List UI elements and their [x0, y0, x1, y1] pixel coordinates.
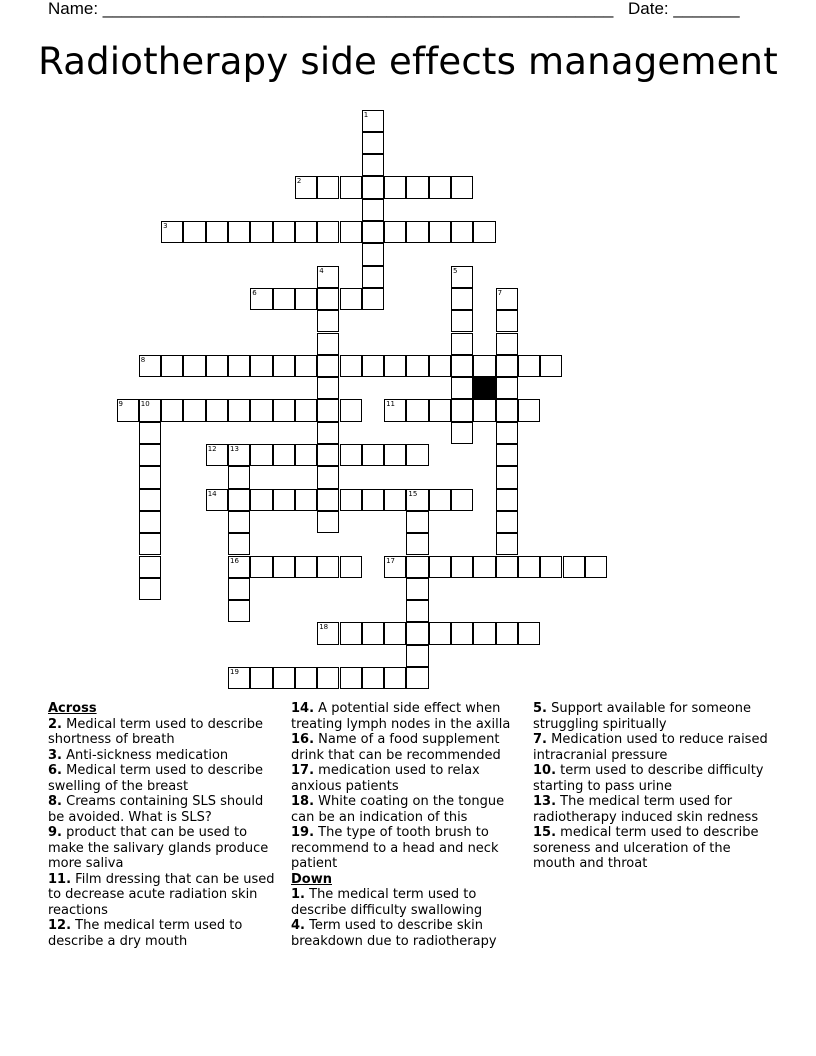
grid-cell[interactable] — [228, 399, 250, 421]
grid-cell[interactable] — [250, 221, 272, 243]
grid-cell[interactable] — [317, 466, 339, 488]
grid-cell[interactable] — [206, 221, 228, 243]
grid-cell[interactable] — [228, 578, 250, 600]
clue-number: 14 — [207, 489, 217, 498]
grid-cell[interactable] — [273, 667, 295, 689]
grid-cell[interactable] — [362, 199, 384, 221]
grid-cell[interactable] — [161, 221, 183, 243]
grid-cell[interactable] — [496, 333, 518, 355]
grid-cell[interactable] — [273, 288, 295, 310]
grid-cell[interactable] — [317, 489, 339, 511]
grid-cell[interactable] — [384, 444, 406, 466]
clue-number: 13 — [230, 445, 239, 453]
grid-cell[interactable] — [273, 444, 295, 466]
grid-cell[interactable] — [563, 556, 585, 578]
grid-cell[interactable] — [228, 489, 250, 511]
grid-cell[interactable] — [451, 176, 473, 198]
grid-cell[interactable] — [362, 221, 384, 243]
grid-cell[interactable] — [250, 355, 272, 377]
grid-cell[interactable] — [496, 622, 518, 644]
grid-cell[interactable] — [317, 399, 339, 421]
clue-number: 17 — [386, 556, 396, 565]
grid-cell[interactable] — [406, 600, 428, 622]
grid-cell[interactable] — [451, 355, 473, 377]
grid-cell[interactable] — [473, 399, 495, 421]
grid-cell[interactable] — [295, 444, 317, 466]
clue-down-15: 15. medical term used to describe soreness and ulceration of the mouth and throat — [533, 825, 759, 871]
grid-cell[interactable] — [228, 355, 250, 377]
grid-cell[interactable] — [429, 176, 451, 198]
grid-cell[interactable] — [250, 399, 272, 421]
grid-cell[interactable] — [273, 556, 295, 578]
clue-across-18: 18. White coating on the tongue can be an indication of this — [291, 794, 505, 825]
grid-cell[interactable] — [317, 221, 339, 243]
grid-cell[interactable] — [429, 221, 451, 243]
grid-cell[interactable] — [585, 556, 607, 578]
clue-down-1: 1. The medical term used to describe difficulty swallowing — [291, 887, 483, 918]
across-heading: Across — [48, 701, 97, 716]
grid-cell[interactable] — [406, 667, 428, 689]
grid-cell[interactable] — [451, 489, 473, 511]
clue-number: 19 — [230, 668, 239, 676]
grid-cell[interactable] — [429, 622, 451, 644]
grid-cell[interactable] — [317, 355, 339, 377]
grid-cell[interactable] — [206, 489, 228, 511]
grid-cell[interactable] — [228, 533, 250, 555]
clue-across-19: 19. The type of tooth brush to recommend to a head and neck patient — [291, 825, 499, 871]
grid-cell[interactable] — [139, 511, 161, 533]
grid-cell[interactable] — [451, 399, 473, 421]
clue-across-9: 9. product that can be used to make the salivary glands produce more saliva — [48, 825, 269, 871]
grid-cell[interactable] — [406, 645, 428, 667]
grid-cell[interactable] — [317, 176, 339, 198]
clue-number: 2 — [296, 177, 302, 186]
clue-number: 10 — [140, 400, 150, 409]
grid-cell[interactable] — [384, 176, 406, 198]
clue-across-11: 11. Film dressing that can be used to decrease acute radiation skin reactions — [48, 871, 275, 918]
grid-cell[interactable] — [228, 444, 250, 466]
grid-cell[interactable] — [406, 511, 428, 533]
grid-cell[interactable] — [295, 556, 317, 578]
grid-cell[interactable] — [228, 556, 250, 578]
date-field-label: Date: _______ — [628, 0, 740, 18]
grid-cell[interactable] — [362, 266, 384, 288]
grid-cell[interactable] — [384, 667, 406, 689]
clue-column-1 — [48, 701, 283, 949]
page-title: Radiotherapy side effects management — [38, 40, 778, 83]
clue-number: 5 — [453, 266, 458, 275]
grid-cell[interactable] — [406, 622, 428, 644]
grid-cell[interactable] — [362, 288, 384, 310]
grid-cell[interactable] — [228, 466, 250, 488]
grid-cell[interactable] — [161, 399, 183, 421]
grid-cell[interactable] — [340, 556, 362, 578]
clue-across-14: 14. A potential side effect when treating lymph nodes in the axilla — [291, 701, 511, 732]
clue-across-8: 8. Creams containing SLS should be avoided. What is SLS? — [48, 794, 264, 825]
grid-cell[interactable] — [273, 221, 295, 243]
grid-cell[interactable] — [406, 444, 428, 466]
clue-number: 9 — [118, 400, 123, 409]
grid-cell[interactable] — [362, 110, 384, 132]
grid-cell[interactable] — [295, 667, 317, 689]
grid-cell[interactable] — [406, 221, 428, 243]
grid-cell[interactable] — [317, 667, 339, 689]
grid-cell[interactable] — [429, 355, 451, 377]
grid-cell[interactable] — [317, 622, 339, 644]
grid-cell[interactable] — [496, 533, 518, 555]
grid-cell[interactable] — [540, 556, 562, 578]
clue-across-6: 6. Medical term used to describe swelling of the breast — [48, 763, 264, 794]
grid-cell[interactable] — [406, 355, 428, 377]
clue-number: 7 — [497, 288, 503, 297]
grid-cell[interactable] — [295, 221, 317, 243]
grid-cell[interactable] — [496, 422, 518, 444]
grid-cell[interactable] — [317, 377, 339, 399]
grid-cell[interactable] — [295, 399, 317, 421]
grid-cell[interactable] — [473, 556, 495, 578]
clue-number: 8 — [140, 355, 146, 364]
grid-cell[interactable] — [429, 489, 451, 511]
grid-cell[interactable] — [540, 355, 562, 377]
grid-cell[interactable] — [518, 399, 540, 421]
grid-cell[interactable] — [451, 377, 473, 399]
clue-number: 3 — [163, 222, 168, 230]
grid-cell[interactable] — [384, 556, 406, 578]
grid-cell[interactable] — [161, 355, 183, 377]
grid-cell[interactable] — [139, 533, 161, 555]
grid-cell[interactable] — [340, 667, 362, 689]
grid-cell[interactable] — [496, 466, 518, 488]
grid-cell[interactable] — [362, 243, 384, 265]
grid-cell[interactable] — [451, 266, 473, 288]
grid-cell[interactable] — [340, 444, 362, 466]
grid-cell[interactable] — [384, 399, 406, 421]
grid-cell[interactable] — [429, 556, 451, 578]
grid-cell[interactable] — [384, 355, 406, 377]
grid-cell[interactable] — [340, 399, 362, 421]
grid-cell[interactable] — [406, 556, 428, 578]
clue-number: 4 — [319, 266, 324, 275]
grid-cell[interactable] — [384, 489, 406, 511]
grid-cell[interactable] — [406, 399, 428, 421]
grid-cell[interactable] — [228, 600, 250, 622]
grid-cell[interactable] — [340, 355, 362, 377]
grid-cell[interactable] — [496, 377, 518, 399]
grid-cell[interactable] — [206, 355, 228, 377]
name-field-label: Name: ______________________________________________________ — [48, 0, 614, 18]
clue-number: 18 — [319, 623, 329, 632]
grid-cell[interactable] — [518, 556, 540, 578]
grid-cell[interactable] — [139, 466, 161, 488]
grid-cell[interactable] — [295, 176, 317, 198]
grid-cell[interactable] — [429, 399, 451, 421]
grid-cell[interactable] — [317, 333, 339, 355]
grid-cell[interactable] — [340, 176, 362, 198]
grid-cell[interactable] — [273, 355, 295, 377]
grid-cell[interactable] — [228, 221, 250, 243]
grid-cell[interactable] — [340, 221, 362, 243]
clue-column-2 — [291, 701, 526, 949]
grid-cell[interactable] — [406, 578, 428, 600]
grid-cell[interactable] — [451, 288, 473, 310]
grid-cell[interactable] — [496, 489, 518, 511]
grid-cell[interactable] — [473, 355, 495, 377]
grid-cell[interactable] — [451, 310, 473, 332]
grid-cell[interactable] — [250, 556, 272, 578]
clue-across-16: 16. Name of a food supplement drink that can be recommended — [291, 732, 501, 763]
grid-cell[interactable] — [518, 355, 540, 377]
grid-cell[interactable] — [362, 444, 384, 466]
clue-number: 1 — [363, 110, 369, 119]
grid-cell[interactable] — [183, 355, 205, 377]
grid-cell[interactable] — [362, 176, 384, 198]
clue-number: 11 — [386, 400, 396, 409]
grid-cell[interactable] — [406, 533, 428, 555]
clue-column-3 — [533, 701, 773, 872]
grid-cell[interactable] — [496, 399, 518, 421]
clue-down-13: 13. The medical term used for radiotherapy induced skin redness — [533, 794, 759, 825]
grid-cell[interactable] — [406, 176, 428, 198]
grid-cell[interactable] — [183, 399, 205, 421]
grid-cell[interactable] — [340, 489, 362, 511]
clue-down-10: 10. term used to describe difficulty starting to pass urine — [533, 763, 764, 794]
grid-cell[interactable] — [317, 310, 339, 332]
grid-cell[interactable] — [362, 489, 384, 511]
grid-cell[interactable] — [206, 444, 228, 466]
grid-cell[interactable] — [139, 422, 161, 444]
grid-cell[interactable] — [384, 622, 406, 644]
grid-cell[interactable] — [250, 444, 272, 466]
grid-cell[interactable] — [117, 399, 139, 421]
grid-cell[interactable] — [384, 221, 406, 243]
grid-cell[interactable] — [406, 489, 428, 511]
grid-cell[interactable] — [139, 399, 161, 421]
grid-cell[interactable] — [317, 556, 339, 578]
grid-cell[interactable] — [317, 266, 339, 288]
clue-number: 15 — [408, 489, 418, 498]
grid-cell[interactable] — [496, 556, 518, 578]
grid-cell[interactable] — [295, 489, 317, 511]
grid-cell[interactable] — [451, 422, 473, 444]
grid-black-cell — [473, 377, 495, 399]
grid-cell[interactable] — [295, 355, 317, 377]
grid-cell[interactable] — [518, 622, 540, 644]
clue-across-17: 17. medication used to relax anxious patients — [291, 763, 480, 794]
grid-cell[interactable] — [451, 221, 473, 243]
grid-cell[interactable] — [317, 422, 339, 444]
grid-cell[interactable] — [139, 556, 161, 578]
grid-cell[interactable] — [317, 288, 339, 310]
grid-cell[interactable] — [496, 511, 518, 533]
grid-cell[interactable] — [451, 622, 473, 644]
clue-across-3: 3. Anti-sickness medication — [48, 747, 229, 763]
grid-cell[interactable] — [228, 667, 250, 689]
clue-down-7: 7. Medication used to reduce raised intracranial pressure — [533, 732, 768, 763]
grid-cell[interactable] — [362, 132, 384, 154]
grid-cell[interactable] — [317, 444, 339, 466]
clue-number: 12 — [207, 445, 217, 453]
grid-cell[interactable] — [496, 288, 518, 310]
grid-cell[interactable] — [183, 221, 205, 243]
grid-cell[interactable] — [317, 511, 339, 533]
grid-cell[interactable] — [362, 154, 384, 176]
grid-cell[interactable] — [273, 399, 295, 421]
grid-cell[interactable] — [139, 489, 161, 511]
grid-cell[interactable] — [273, 489, 295, 511]
grid-cell[interactable] — [496, 444, 518, 466]
grid-cell[interactable] — [206, 399, 228, 421]
grid-cell[interactable] — [496, 355, 518, 377]
clue-across-2: 2. Medical term used to describe shortness of breath — [48, 716, 264, 747]
grid-cell[interactable] — [139, 355, 161, 377]
clue-down-5: 5. Support available for someone struggling spiritually — [533, 701, 752, 732]
grid-cell[interactable] — [362, 667, 384, 689]
grid-cell[interactable] — [228, 511, 250, 533]
grid-cell[interactable] — [139, 578, 161, 600]
grid-cell[interactable] — [295, 288, 317, 310]
clue-across-12: 12. The medical term used to describe a dry mouth — [48, 918, 243, 949]
clue-down-4: 4. Term used to describe skin breakdown due to radiotherapy — [291, 918, 497, 949]
grid-cell[interactable] — [451, 556, 473, 578]
grid-cell[interactable] — [250, 489, 272, 511]
grid-cell[interactable] — [250, 667, 272, 689]
grid-cell[interactable] — [473, 622, 495, 644]
grid-cell[interactable] — [139, 444, 161, 466]
grid-cell[interactable] — [340, 622, 362, 644]
grid-cell[interactable] — [473, 221, 495, 243]
grid-cell[interactable] — [340, 288, 362, 310]
grid-cell[interactable] — [250, 288, 272, 310]
clue-number: 16 — [230, 556, 239, 565]
grid-cell[interactable] — [362, 355, 384, 377]
grid-cell[interactable] — [362, 622, 384, 644]
grid-cell[interactable] — [496, 310, 518, 332]
down-heading: Down — [291, 871, 332, 887]
clue-number: 6 — [252, 288, 257, 297]
grid-cell[interactable] — [451, 333, 473, 355]
